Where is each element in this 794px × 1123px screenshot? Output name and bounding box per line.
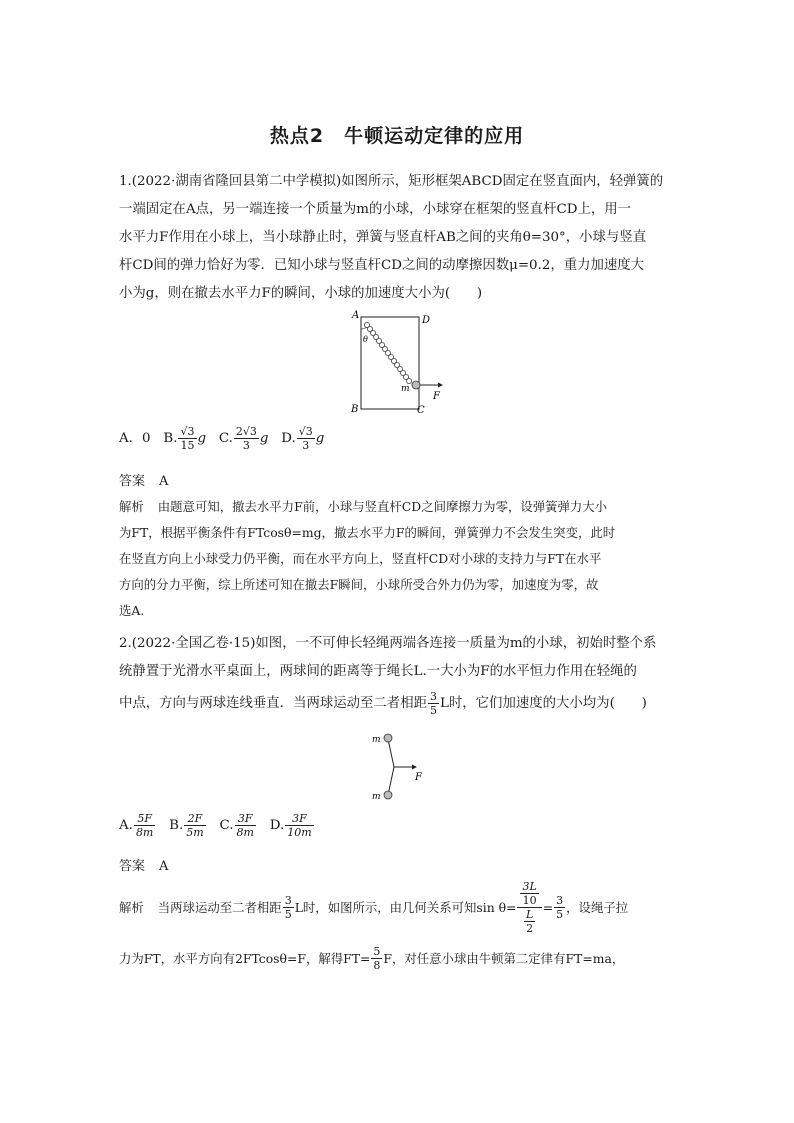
q2-choice-b-prefix: B. <box>169 818 184 833</box>
q2-stem <box>119 630 679 718</box>
frac-num: √3 <box>180 425 195 438</box>
q2-line-3a: 中点，方向与两球连线垂直．当两球运动至二者相距 <box>119 696 427 711</box>
frac-den: 5 <box>284 908 292 921</box>
frac-num: √3 <box>298 425 313 438</box>
q2-choice-c-frac <box>235 812 256 839</box>
frac-num: 5F <box>134 812 155 826</box>
label-a: A <box>352 310 360 321</box>
label-m-top: m <box>372 735 381 745</box>
q1-answer-label: 答案 <box>119 474 146 489</box>
q2-solution <box>119 880 679 972</box>
frac-den: 10m <box>287 826 312 839</box>
q2-figure <box>330 725 440 805</box>
q1-line-5: 小为g，则在撤去水平力F的瞬间，小球的加速度大小为( ) <box>119 286 483 301</box>
q1-choice-c-frac <box>234 425 259 452</box>
q2-sol-1a: 当两球运动至二者相距 <box>157 899 282 915</box>
frac-den: 3 <box>302 439 310 452</box>
q1-answer-value: A <box>159 474 169 489</box>
label-c: C <box>417 405 425 416</box>
frac-num: 3F <box>235 812 256 826</box>
q2-choice-a-frac <box>134 812 155 839</box>
q2-line-2: 统静置于光滑水平桌面上，两球间的距离等于绳长L.一大小为F的水平恒力作用在轻绳的 <box>119 664 637 679</box>
frac-den: 2 <box>526 922 534 935</box>
q1-sol-line-4: 方向的分力平衡，综上所述可知在撤去F瞬间，小球所受合外力仍为零，加速度为零，故 <box>119 577 599 592</box>
frac-num: L <box>525 908 534 921</box>
q2-sol-frac-3 <box>371 945 382 972</box>
q1-answer <box>119 470 168 489</box>
q2-choice-d-frac <box>285 812 313 839</box>
q2-choice-c-prefix: C. <box>219 818 234 833</box>
q1-choice-b-prefix: B. <box>163 431 178 446</box>
q1-choice-d-suffix: g <box>315 431 325 446</box>
q1-sol-line-1: 由题意可知，撤去水平力F前，小球与竖直杆CD之间摩擦力为零，设弹簧弹力大小 <box>157 499 608 514</box>
frac-den: 10 <box>522 894 537 907</box>
q2-sol-frac-2 <box>554 894 565 921</box>
big-frac-bottom-inner <box>524 908 535 935</box>
frac-den: 5 <box>429 704 437 717</box>
frac-num: 3 <box>556 894 564 907</box>
q1-solution <box>119 494 679 624</box>
rope-top <box>388 739 394 767</box>
q1-line-1: 1.(2022·湖南省隆回县第二中学模拟)如图所示，矩形框架ABCD固定在竖直面内，轻弹簧的 <box>119 174 664 189</box>
q2-line-3b: L时，它们加速度的大小均为( ) <box>439 696 647 711</box>
q2-choice-a-prefix: A. <box>119 818 133 833</box>
frac-num: 3F <box>285 812 313 826</box>
label-f: F <box>433 391 440 402</box>
q2-sol-1c: ，设绳子拉 <box>566 899 629 915</box>
ball-top <box>384 734 392 742</box>
label-d: D <box>422 315 431 326</box>
q1-choice-d-prefix: D. <box>281 431 296 446</box>
label-b: B <box>351 404 359 415</box>
q1-sol-line-3: 在竖直方向上小球受力仍平衡，而在水平方向上，竖直杆CD对小球的支持力与FT在水平 <box>119 551 602 566</box>
frac-den: 8 <box>373 959 381 972</box>
q2-line-3 <box>119 690 679 718</box>
q2-sol-eq: = <box>542 899 554 915</box>
frame-abcd <box>361 317 419 409</box>
q2-answer <box>119 855 168 874</box>
big-frac-top <box>517 880 541 908</box>
q2-answer-label: 答案 <box>119 859 146 874</box>
q2-sol-1b: L时，如图所示，由几何关系可知sin θ= <box>294 899 517 915</box>
frac-num: 3 <box>429 690 437 703</box>
q1-choice-a: A．0 <box>119 431 151 446</box>
q2-dist-frac <box>428 690 439 717</box>
q2-sol-big-frac <box>517 880 541 935</box>
page-title: 热点2 牛顿运动定律的应用 <box>269 125 525 147</box>
q1-choice-c-suffix: g <box>259 431 269 446</box>
label-f: F <box>415 772 422 783</box>
big-frac-bottom <box>517 908 541 935</box>
q1-sol-line-2: 为FT，根据平衡条件有FTcosθ=mg，撤去水平力F的瞬间，弹簧弹力不会发生突变，此时 <box>119 525 616 540</box>
spring <box>364 322 411 383</box>
ball <box>412 381 420 389</box>
frac-num: 3 <box>284 894 292 907</box>
frac-den: 5 <box>556 908 564 921</box>
q2-sol-frac-1 <box>283 894 294 921</box>
frac-num: 2√3 <box>235 425 257 438</box>
label-m-bottom: m <box>372 792 381 802</box>
q2-sol-2b: F，对任意小球由牛顿第二定律有FT=ma， <box>383 950 625 966</box>
frac-num: 2F <box>184 812 205 826</box>
q2-sol-line-1 <box>119 880 679 935</box>
q1-line-2: 一端固定在A点，另一端连接一个质量为m的小球，小球穿在框架的竖直杆CD上，用一 <box>119 202 632 217</box>
q2-sol-2a: 力为FT，水平方向有2FTcosθ=F，解得FT= <box>119 950 371 966</box>
q1-choice-d-frac <box>297 425 315 452</box>
q2-choice-b-frac <box>184 812 205 839</box>
q1-figure <box>344 307 454 417</box>
frac-den: 8m <box>236 826 254 839</box>
q2-line-1: 2.(2022·全国乙卷·15)如图，一不可伸长轻绳两端各连接一质量为m的小球，初始时整个系 <box>119 636 657 651</box>
angle-arc <box>361 327 367 329</box>
label-m: m <box>401 384 410 394</box>
force-arrowhead <box>438 383 443 388</box>
ball-bottom <box>384 791 392 799</box>
q1-choice-b-suffix: g <box>197 431 207 446</box>
q1-choices <box>119 425 324 452</box>
frac-den: 5m <box>186 826 204 839</box>
q1-choice-c-prefix: C. <box>218 431 233 446</box>
q2-sol-line-2 <box>119 945 679 972</box>
frac-den: 8m <box>135 826 154 839</box>
frac-den: 15 <box>180 439 195 452</box>
frac-den: 3 <box>242 439 250 452</box>
q2-answer-value: A <box>159 859 169 874</box>
q1-stem <box>119 168 679 308</box>
frac-num: 5 <box>373 945 381 958</box>
force-arrowhead <box>412 765 417 770</box>
q1-line-4: 杆CD间的弹力恰好为零．已知小球与竖直杆CD之间的动摩擦因数μ=0.2，重力加速度大 <box>119 258 645 273</box>
q2-choice-d-prefix: D. <box>269 818 285 833</box>
q1-line-3: 水平力F作用在小球上，当小球静止时，弹簧与竖直杆AB之间的夹角θ=30°，小球与竖直 <box>119 230 647 245</box>
label-theta: θ <box>363 335 368 344</box>
q1-sol-line-5: 选A. <box>119 603 145 618</box>
q1-choice-b-frac <box>178 425 196 452</box>
q2-choices <box>119 812 315 839</box>
big-frac-top-inner <box>520 880 538 907</box>
q2-solution-label: 解析 <box>119 899 144 915</box>
frac-num: 3L <box>522 880 537 893</box>
q1-solution-label: 解析 <box>119 499 144 514</box>
